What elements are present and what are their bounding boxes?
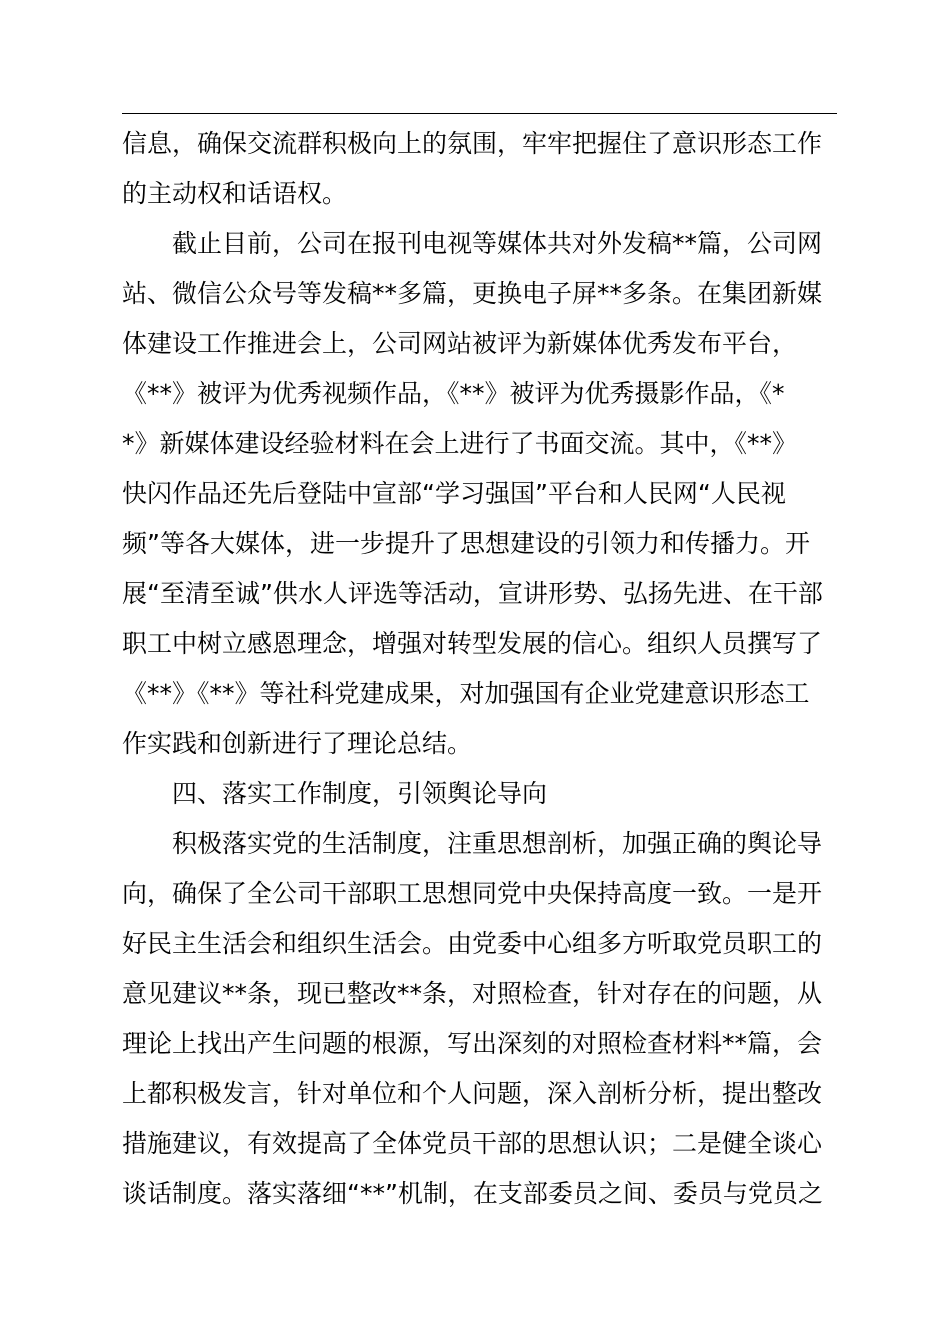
text-line: 职工中树立感恩理念，增强对转型发展的信心。组织人员撰写了 [122, 629, 823, 658]
text-line: 快闪作品还先后登陆中宣部“学习强国”平台和人民网“人民视 [122, 479, 786, 508]
text-line: 理论上找出产生问题的根源，写出深刻的对照检查材料**篇，会 [122, 1029, 823, 1058]
text-line: *》新媒体建设经验材料在会上进行了书面交流。其中，《**》 [122, 429, 798, 458]
text-line: 体建设工作推进会上，公司网站被评为新媒体优秀发布平台， [122, 329, 798, 358]
text-line: 作实践和创新进行了理论总结。 [122, 729, 473, 758]
text-line: 信息，确保交流群积极向上的氛围，牢牢把握住了意识形态工作 [122, 129, 823, 158]
text-line: 向，确保了全公司干部职工思想同党中央保持高度一致。一是开 [122, 879, 823, 908]
text-line: 频”等各大媒体，进一步提升了思想建设的引领力和传播力。开 [122, 529, 810, 558]
text-line: 《**》被评为优秀视频作品，《**》被评为优秀摄影作品，《* [122, 379, 785, 408]
text-line: 上都积极发言，针对单位和个人问题，深入剖析分析，提出整改 [122, 1079, 823, 1108]
text-line: 措施建议，有效提高了全体党员干部的思想认识；二是健全谈心 [122, 1129, 823, 1158]
text-line: 站、微信公众号等发稿**多篇，更换电子屏**多条。在集团新媒 [122, 279, 823, 308]
text-line: 好民主生活会和组织生活会。由党委中心组多方听取党员职工的 [122, 929, 823, 958]
text-line: 谈话制度。落实落细“**”机制，在支部委员之间、委员与党员之 [122, 1179, 823, 1208]
text-line: 展“至清至诚”供水人评选等活动，宣讲形势、弘扬先进、在干部 [122, 579, 823, 608]
text-line: 意见建议**条，现已整改**条，对照检查，针对存在的问题，从 [122, 979, 823, 1008]
text-line: 积极落实党的生活制度，注重思想剖析，加强正确的舆论导 [172, 829, 823, 858]
text-line: 《**》《**》等社科党建成果，对加强国有企业党建意识形态工 [122, 679, 810, 708]
header-rule [122, 113, 837, 114]
section-heading: 四、落实工作制度，引领舆论导向 [172, 779, 548, 808]
text-line: 截止目前，公司在报刊电视等媒体共对外发稿**篇，公司网 [172, 229, 823, 258]
text-line: 的主动权和话语权。 [122, 179, 348, 208]
